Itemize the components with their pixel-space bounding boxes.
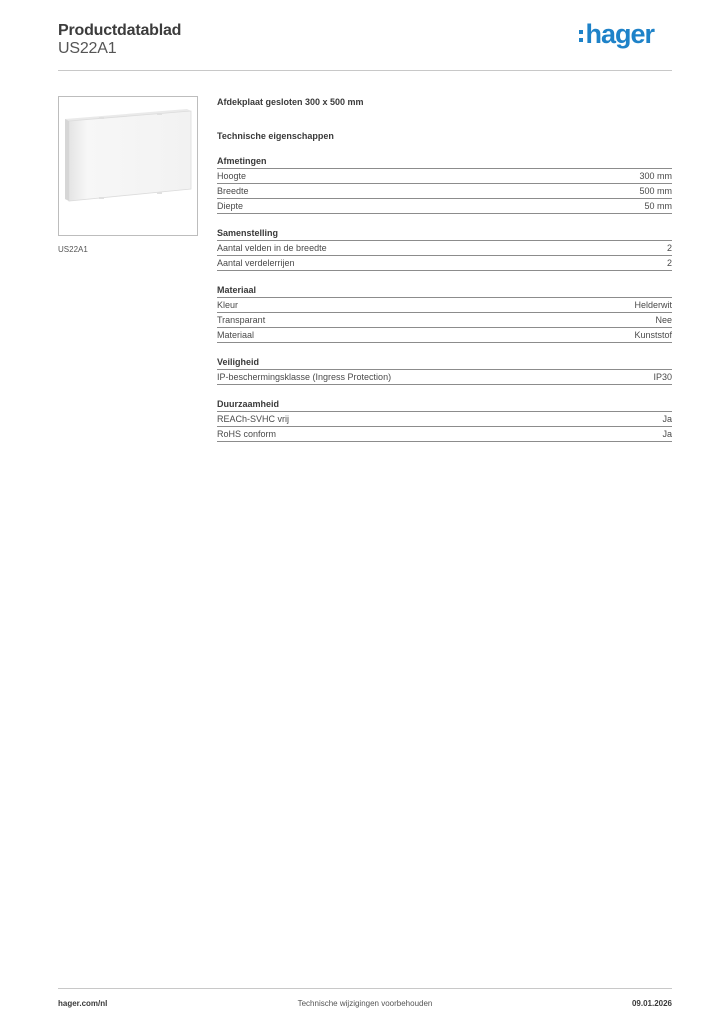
spec-value: Ja (662, 429, 672, 439)
footer-date: 09.01.2026 (631, 999, 672, 1008)
footer-website-link[interactable]: hager.com/nl (58, 999, 108, 1008)
spec-label: Diepte (217, 201, 244, 211)
product-code: US22A1 (58, 40, 117, 57)
spec-label: Materiaal (217, 330, 255, 340)
spec-value: 300 mm (639, 171, 672, 181)
spec-row (217, 412, 672, 427)
spec-row (217, 427, 672, 442)
spec-value: Helderwit (634, 300, 672, 310)
spec-label: Aantal verdelerrijen (217, 258, 295, 268)
spec-label: Aantal velden in de breedte (217, 243, 327, 253)
spec-row (217, 256, 672, 271)
spec-value: 50 mm (644, 201, 672, 211)
image-caption: US22A1 (58, 245, 88, 254)
logo-text: hager (585, 19, 654, 49)
spec-label: Transparant (217, 315, 266, 325)
spec-row (217, 313, 672, 328)
spec-row (217, 199, 672, 214)
product-image (58, 96, 198, 236)
spec-value: 2 (666, 243, 672, 253)
spec-value: Nee (655, 315, 672, 325)
section-heading: Technische eigenschappen (217, 131, 334, 141)
spec-value: Kunststof (634, 330, 672, 340)
spec-row (217, 328, 672, 343)
spec-group-material (217, 283, 672, 343)
spec-label: IP-beschermingsklasse (Ingress Protection) (217, 372, 392, 382)
spec-value: 2 (666, 258, 672, 268)
group-title: Duurzaamheid (217, 397, 672, 412)
spec-group-safety (217, 355, 672, 385)
spec-label: RoHS conform (217, 429, 277, 439)
spec-row (217, 370, 672, 385)
spec-row (217, 298, 672, 313)
group-title: Samenstelling (217, 226, 672, 241)
spec-value: IP30 (653, 372, 672, 382)
spec-label: REACh-SVHC vrij (217, 414, 290, 424)
spec-row (217, 241, 672, 256)
spec-label: Hoogte (217, 171, 247, 181)
spec-group-composition (217, 226, 672, 271)
page-footer (58, 988, 672, 1017)
specifications (217, 96, 672, 442)
spec-row (217, 169, 672, 184)
product-description: Afdekplaat gesloten 300 x 500 mm (217, 97, 364, 107)
spec-label: Kleur (217, 300, 239, 310)
group-title: Materiaal (217, 283, 672, 298)
footer-disclaimer: Technische wijzigingen voorbehouden (297, 999, 433, 1008)
group-title: Afmetingen (217, 154, 672, 169)
hager-logo (579, 20, 654, 48)
spec-group-dimensions (217, 154, 672, 214)
page-header (58, 20, 672, 71)
spec-label: Breedte (217, 186, 249, 196)
spec-row (217, 184, 672, 199)
cover-plate-icon (59, 97, 197, 235)
logo-dots-icon (579, 30, 583, 42)
spec-value: 500 mm (639, 186, 672, 196)
group-title: Veiligheid (217, 355, 672, 370)
spec-value: Ja (662, 414, 672, 424)
document-title: Productdatablad (58, 22, 182, 39)
spec-group-sustainability (217, 397, 672, 442)
